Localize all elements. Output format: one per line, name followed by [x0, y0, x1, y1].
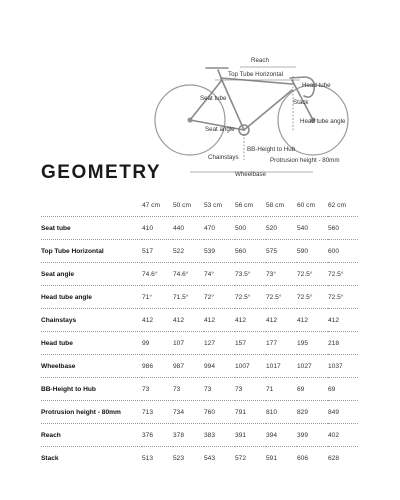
label-seat-angle: Seat angle [205, 126, 235, 133]
table-cell: 1027 [297, 355, 328, 378]
table-header-label [41, 194, 142, 217]
table-cell: 410 [142, 217, 173, 240]
label-stack: Stack [293, 99, 309, 106]
table-cell: 560 [235, 240, 266, 263]
row-label: Seat tube [41, 217, 142, 240]
geometry-table [41, 194, 358, 469]
table-cell: 72.5° [328, 263, 358, 286]
table-cell: 543 [204, 447, 235, 470]
table-cell: 412 [204, 309, 235, 332]
table-cell: 849 [328, 401, 358, 424]
table-cell: 73 [235, 378, 266, 401]
label-chainstays: Chainstays [208, 154, 239, 161]
table-cell: 177 [266, 332, 297, 355]
table-cell: 73° [266, 263, 297, 286]
table-cell: 412 [328, 309, 358, 332]
table-cell: 517 [142, 240, 173, 263]
table-cell: 810 [266, 401, 297, 424]
table-cell: 1037 [328, 355, 358, 378]
table-header-row [41, 194, 358, 217]
table-cell: 713 [142, 401, 173, 424]
table-cell: 500 [235, 217, 266, 240]
row-label: Seat angle [41, 263, 142, 286]
table-cell: 412 [297, 309, 328, 332]
table-cell: 591 [266, 447, 297, 470]
table-cell: 987 [173, 355, 204, 378]
row-label: Top Tube Horizontal [41, 240, 142, 263]
size-header: 47 cm [142, 201, 160, 209]
table-row [41, 401, 358, 424]
table-cell: 72.5° [297, 286, 328, 309]
table-cell: 402 [328, 424, 358, 447]
size-header: 60 cm [297, 201, 315, 209]
table-cell: 560 [328, 217, 358, 240]
row-label: Head tube angle [41, 286, 142, 309]
table-cell: 74° [204, 263, 235, 286]
label-protrusion: Protrusion height - 80mm [270, 157, 340, 164]
table-cell: 69 [328, 378, 358, 401]
table-cell: 72° [204, 286, 235, 309]
row-label: Stack [41, 447, 142, 470]
table-cell: 218 [328, 332, 358, 355]
table-cell: 72.5° [328, 286, 358, 309]
label-wheelbase: Wheelbase [235, 171, 266, 178]
row-label: Protrusion height - 80mm [41, 401, 142, 424]
table-cell: 71 [266, 378, 297, 401]
label-top-tube: Top Tube Horizontal [228, 71, 284, 78]
row-label: Chainstays [41, 309, 142, 332]
table-cell: 412 [266, 309, 297, 332]
label-head-tube-angle: Head tube angle [300, 118, 346, 125]
size-header: 53 cm [204, 201, 222, 209]
table-row [41, 286, 358, 309]
table-row [41, 447, 358, 470]
page-title: GEOMETRY [41, 162, 162, 183]
table-row [41, 263, 358, 286]
table-cell: 539 [204, 240, 235, 263]
size-header: 50 cm [173, 201, 191, 209]
table-cell: 127 [204, 332, 235, 355]
table-cell: 575 [266, 240, 297, 263]
table-row [41, 240, 358, 263]
size-header: 56 cm [235, 201, 253, 209]
table-cell: 412 [173, 309, 204, 332]
table-cell: 99 [142, 332, 173, 355]
table-cell: 69 [297, 378, 328, 401]
table-cell: 73.5° [235, 263, 266, 286]
table-cell: 72.5° [235, 286, 266, 309]
table-cell: 412 [142, 309, 173, 332]
bike-geometry-diagram [0, 0, 400, 185]
table-cell: 1017 [266, 355, 297, 378]
table-cell: 383 [204, 424, 235, 447]
table-cell: 72.5° [266, 286, 297, 309]
table-cell: 394 [266, 424, 297, 447]
size-header: 58 cm [266, 201, 284, 209]
label-bb-height: BB-Height to Hub [247, 146, 296, 153]
table-cell: 540 [297, 217, 328, 240]
table-cell: 391 [235, 424, 266, 447]
table-cell: 73 [173, 378, 204, 401]
table-cell: 760 [204, 401, 235, 424]
label-seat-tube: Seat tube [200, 95, 227, 102]
table-row [41, 309, 358, 332]
size-header: 62 cm [328, 201, 346, 209]
table-cell: 572 [235, 447, 266, 470]
table-row [41, 424, 358, 447]
diagram-labels [200, 57, 346, 178]
table-cell: 72.5° [297, 263, 328, 286]
table-cell: 107 [173, 332, 204, 355]
table-cell: 600 [328, 240, 358, 263]
table-cell: 73 [142, 378, 173, 401]
table-cell: 74.6° [142, 263, 173, 286]
table-row [41, 355, 358, 378]
table-cell: 734 [173, 401, 204, 424]
row-label: BB-Height to Hub [41, 378, 142, 401]
table-cell: 986 [142, 355, 173, 378]
table-cell: 628 [328, 447, 358, 470]
table-cell: 378 [173, 424, 204, 447]
table-row [41, 332, 358, 355]
table-cell: 522 [173, 240, 204, 263]
table-cell: 74.6° [173, 263, 204, 286]
table-cell: 513 [142, 447, 173, 470]
label-reach: Reach [251, 57, 269, 64]
table-cell: 195 [297, 332, 328, 355]
row-label: Head tube [41, 332, 142, 355]
table-cell: 412 [235, 309, 266, 332]
table-cell: 1007 [235, 355, 266, 378]
table-cell: 376 [142, 424, 173, 447]
table-cell: 590 [297, 240, 328, 263]
table-cell: 829 [297, 401, 328, 424]
table-cell: 470 [204, 217, 235, 240]
table-cell: 791 [235, 401, 266, 424]
table-cell: 71.5° [173, 286, 204, 309]
table-cell: 157 [235, 332, 266, 355]
label-head-tube: Head tube [302, 82, 331, 89]
table-cell: 606 [297, 447, 328, 470]
table-cell: 73 [204, 378, 235, 401]
table-cell: 71° [142, 286, 173, 309]
row-label: Wheelbase [41, 355, 142, 378]
table-cell: 520 [266, 217, 297, 240]
table-cell: 399 [297, 424, 328, 447]
table-cell: 994 [204, 355, 235, 378]
table-cell: 523 [173, 447, 204, 470]
row-label: Reach [41, 424, 142, 447]
table-row [41, 378, 358, 401]
table-row [41, 217, 358, 240]
table-cell: 440 [173, 217, 204, 240]
